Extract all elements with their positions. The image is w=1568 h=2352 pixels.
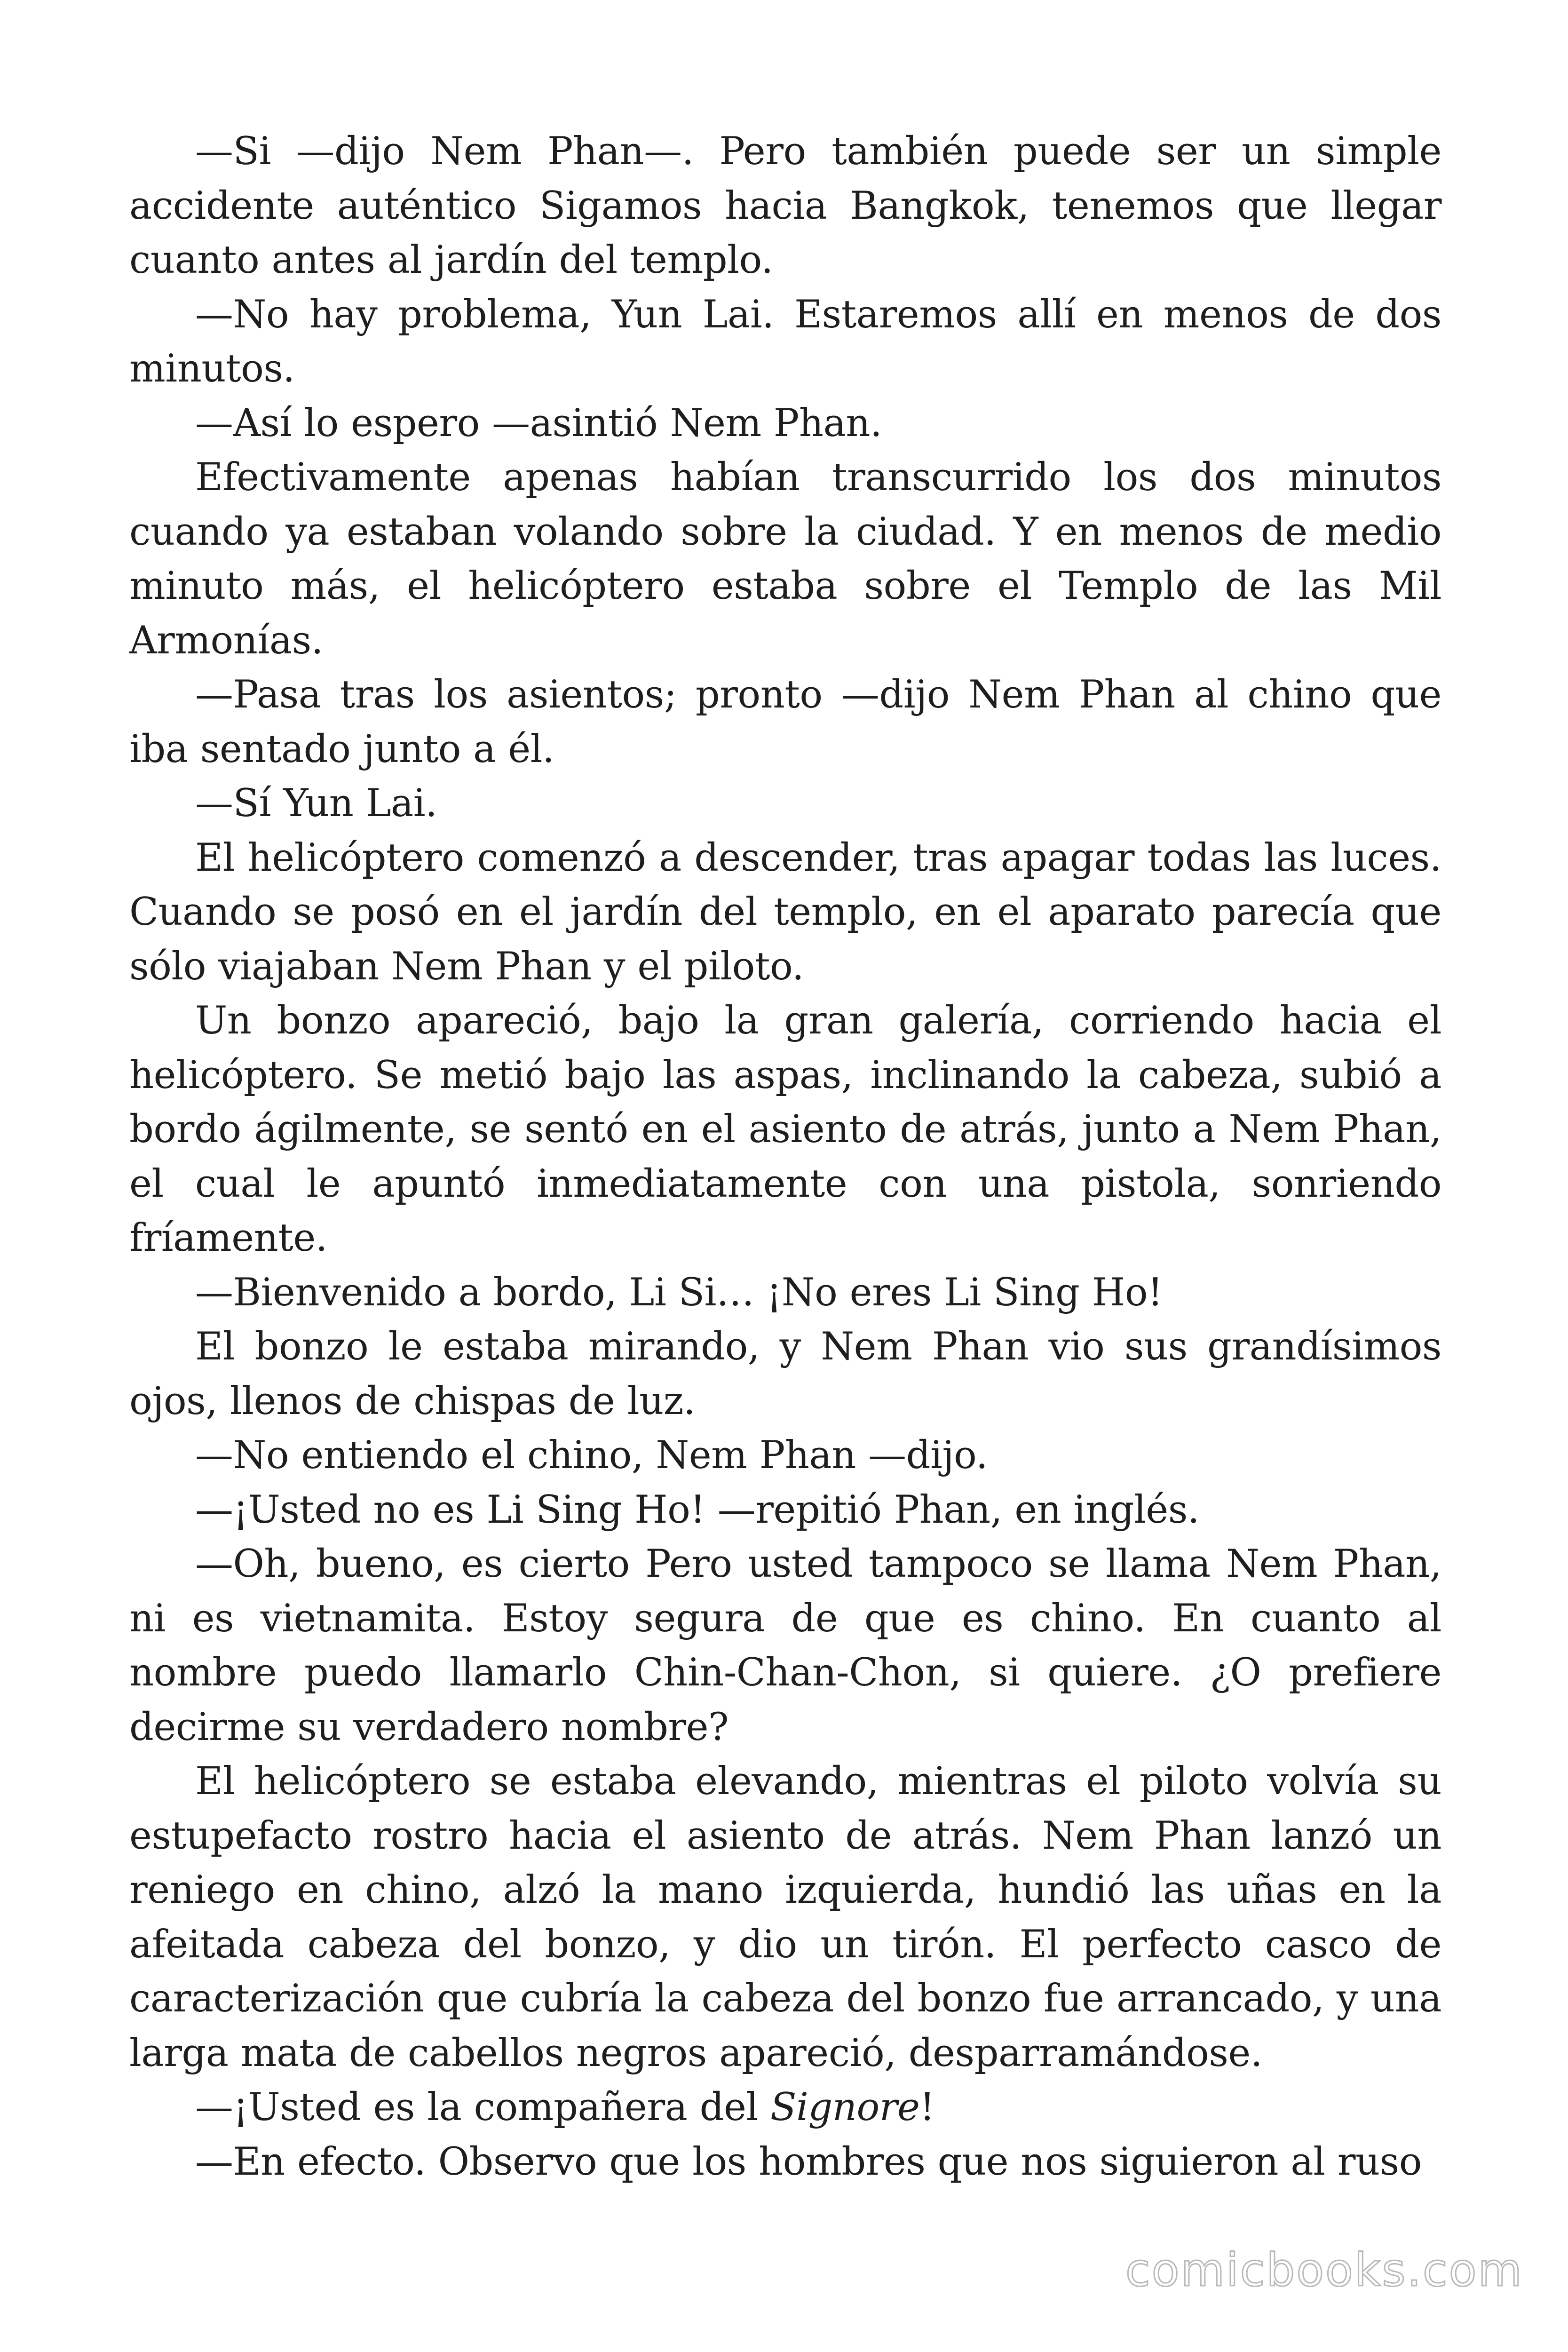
book-page <box>129 125 1441 2189</box>
text-run: ! <box>919 2085 935 2130</box>
paragraph: —Pasa tras los asientos; pronto —dijo Nem Phan al chino que iba sentado junto a él. <box>129 673 1441 771</box>
paragraph: El helicóptero se estaba elevando, mientras el piloto volvía su estupefacto rostro hacia el asiento de atrás. Nem Phan lanzó un reniego en chino, alzó la mano izquierda, hundió las uñas en la afeitada cabeza del bonzo, y dio un tirón. El perfecto casco de caracterización que cubría la cabeza del bonzo fue arrancado, y una larga mata de cabellos negros apareció, desparramándose. <box>129 1759 1441 2075</box>
paragraph: —Oh, bueno, es cierto Pero usted tampoco se llama Nem Phan, ni es vietnamita. Estoy segura de que es chino. En cuanto al nombre puedo llamarlo Chin-Chan-Chon, si quiere. ¿O prefiere decirme su verdadero nombre? <box>129 1542 1441 1749</box>
watermark: comicbooks.com <box>1125 2244 1523 2296</box>
paragraph: —Sí Yun Lai. <box>195 781 437 826</box>
text-run: —¡Usted es la compañera del <box>195 2085 771 2130</box>
paragraph: —Bienvenido a bordo, Li Si… ¡No eres Li Sing Ho! <box>195 1270 1163 1315</box>
paragraph-with-emphasis <box>129 2081 1441 2135</box>
paragraph: —Si —dijo Nem Phan—. Pero también puede ser un simple accidente auténtico Sigamos hacia Bangkok, tenemos que llegar cuanto antes al jardín del templo. <box>129 129 1441 282</box>
paragraph: El helicóptero comenzó a descender, tras apagar todas las luces. Cuando se posó en el jardín del templo, en el aparato parecía que sólo viajaban Nem Phan y el piloto. <box>129 835 1441 989</box>
paragraph: —No hay problema, Yun Lai. Estaremos allí en menos de dos minutos. <box>129 292 1441 391</box>
paragraph: —No entiendo el chino, Nem Phan —dijo. <box>195 1433 988 1478</box>
paragraph: El bonzo le estaba mirando, y Nem Phan vio sus grandísimos ojos, llenos de chispas de luz. <box>129 1325 1441 1423</box>
paragraph: —En efecto. Observo que los hombres que nos siguieron al ruso <box>195 2139 1422 2184</box>
paragraph: —¡Usted no es Li Sing Ho! —repitió Phan, en inglés. <box>195 1487 1200 1532</box>
paragraph: —Así lo espero —asintió Nem Phan. <box>195 401 882 445</box>
emphasized-word: Signore <box>770 2085 920 2130</box>
paragraph: Efectivamente apenas habían transcurrido los dos minutos cuando ya estaban volando sobre la ciudad. Y en menos de medio minuto más, el helicóptero estaba sobre el Templo de las Mil Armonías. <box>129 455 1441 663</box>
paragraph: Un bonzo apareció, bajo la gran galería, corriendo hacia el helicóptero. Se metió bajo las aspas, inclinando la cabeza, subió a bordo ágilmente, se sentó en el asiento de atrás, junto a Nem Phan, el cual le apuntó inmediatamente con una pistola, sonriendo fríamente. <box>129 999 1441 1260</box>
